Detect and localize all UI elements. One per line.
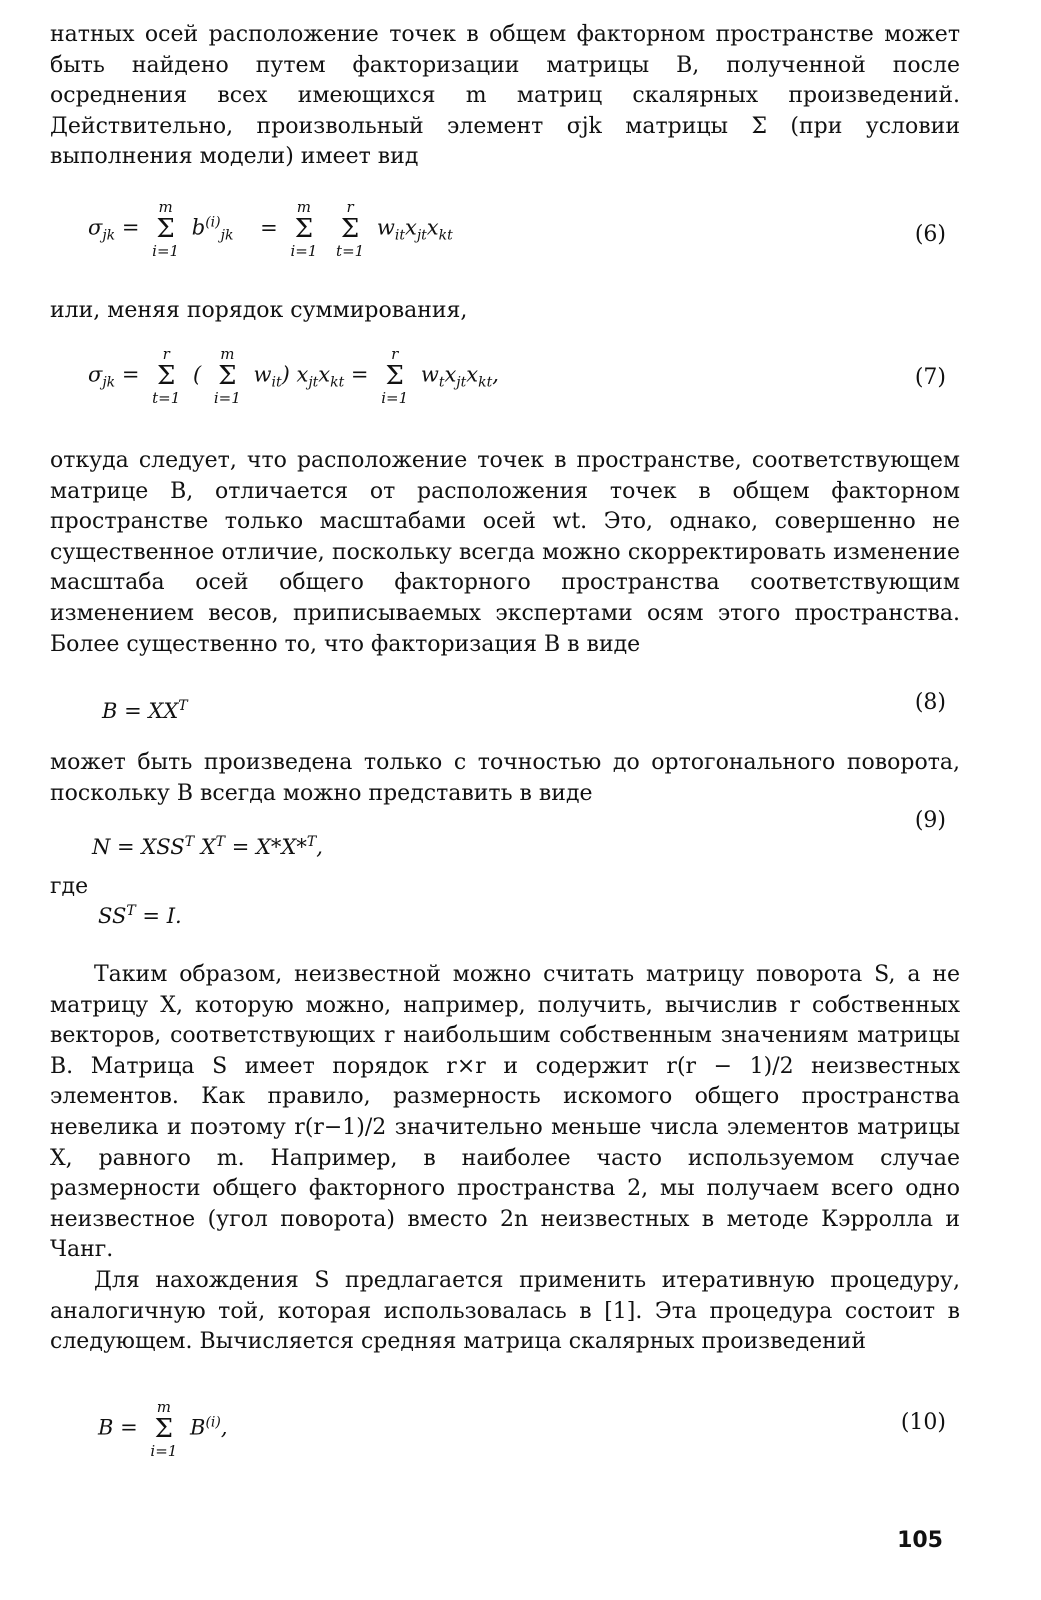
equation-6 <box>88 198 958 260</box>
eq6-x1: x <box>404 215 417 240</box>
eq7-w2: w <box>420 362 439 387</box>
eq7-x3-sub: jt <box>456 374 467 391</box>
eq7-equals-2: = <box>350 362 369 387</box>
eq7-x1: x <box>296 362 309 387</box>
eq6-equals: = <box>121 215 140 240</box>
sigma-icon: Σ <box>340 214 360 244</box>
eq6-sum-1-top: m <box>158 198 173 216</box>
eq7-x4-sub: kt <box>478 374 493 391</box>
eq6-sum-3-top: r <box>346 198 354 216</box>
eq6-sigma: σ <box>88 215 103 240</box>
eq7-x3: x <box>444 362 457 387</box>
eq7-w2-sub: t <box>438 374 445 391</box>
eq10-sum-top: m <box>156 1398 171 1416</box>
eq7-x2-sub: kt <box>330 374 345 391</box>
paragraph-5: Таким образом, неизвестной можно считать матрицу поворота S, а не матрицу X, которую можно, например, получить, вычислив r собственных векторов, соответствующих r наибольшим собственным значениям матрицы В. Матрица S имеет порядок r×r и содержит r(r − 1)/2 неизвестных элементов. Как правило, размерность искомого общего пространства невелика и поэтому r(r−1)/2 значительно меньше числа элементов матрицы X, равного m. Например, в наиболее часто используемом случае размерности общего факторного пространства 2, мы получаем всего одно неизвестное (угол поворота) вместо 2n неизвестных в методе Кэрролла и Чанг. <box>50 962 960 1263</box>
sigma-icon: Σ <box>156 214 175 244</box>
equation-number-6: (6) <box>914 222 946 247</box>
eq6-w: w <box>376 215 395 240</box>
eqS-part-a: SS <box>98 904 127 928</box>
eq6-x2: x <box>426 215 439 240</box>
paragraph-4: может быть произведена только с точностью до ортогонального поворота, поскольку В всегда можно представить в виде <box>50 750 960 806</box>
page-number: 105 <box>897 1528 943 1553</box>
eq6-b-sup: (i) <box>205 214 221 231</box>
equation-orthogonality <box>98 897 968 930</box>
eq7-sum-1 <box>152 345 180 407</box>
eq6-w-sub: it <box>394 227 405 244</box>
eq8-sup: T <box>178 698 188 714</box>
eq6-x2-sub: kt <box>438 227 453 244</box>
eqS-part-a-sup: T <box>126 903 136 919</box>
eq6-sum-2-bottom: i=1 <box>290 242 318 260</box>
eq10-lhs: B = <box>98 1415 138 1440</box>
eq10-sum-bottom: i=1 <box>150 1442 178 1460</box>
eq7-open-paren: ( <box>192 362 202 387</box>
eq9-part-b: X <box>194 835 216 859</box>
eq7-sum-1-top: r <box>162 345 170 363</box>
eq10-comma: , <box>220 1415 228 1440</box>
eq7-close-paren: ) <box>281 362 290 387</box>
equation-8 <box>102 692 972 725</box>
paragraph-6: Для нахождения S предлагается применить итеративную процедуру, аналогичную той, которая использовалась в [1]. Эта процедура состоит в следующем. Вычисляется средняя матрица скалярных произведений <box>50 1268 960 1355</box>
eq7-w-sub: it <box>271 374 282 391</box>
equation-number-7: (7) <box>914 365 946 390</box>
eq6-x1-sub: jt <box>416 227 427 244</box>
eq7-w: w <box>253 362 272 387</box>
paragraph-1: натных осей расположение точек в общем факторном пространстве может быть найдено путем факторизации матрицы В, полученной после осреднения всех имеющихся m матриц скалярных произведений. Действительно, произвольный элемент σjk матрицы Σ (при условии выполнения модели) имеет вид <box>50 22 960 170</box>
eq7-x2: x <box>318 362 331 387</box>
eq6-sigma-sub: jk <box>102 227 116 244</box>
eq9-part-b-sup: T <box>215 834 226 850</box>
sigma-icon: Σ <box>157 361 176 391</box>
paragraph-3: откуда следует, что расположение точек в пространстве, соответствующем матрице В, отличается от расположения точек в общем факторном пространстве только масштабами осей wt. Это, однако, совершенно не существенное отличие, поскольку всегда можно скорректировать изменение масштаба осей общего факторного пространства соответствующим изменением весов, приписываемых экспертами осям этого пространства. Более существенно то, что факторизация В в виде <box>50 448 960 657</box>
eq9-part-a-sup: T <box>184 834 195 850</box>
equation-number-10: (10) <box>900 1410 946 1435</box>
equation-7 <box>88 345 958 407</box>
eq10-b-sup: (i) <box>205 1414 221 1431</box>
eq7-sum-3-top: r <box>391 345 399 363</box>
eq7-x4: x <box>466 362 479 387</box>
eq7-sum-3 <box>381 345 408 407</box>
eq7-comma: , <box>492 362 499 387</box>
eq7-sigma: σ <box>88 362 103 387</box>
eq6-b: b <box>191 215 206 240</box>
eq9-part-c-sup: T <box>306 834 317 850</box>
eq7-sum-2 <box>214 345 241 407</box>
equation-10 <box>98 1398 968 1460</box>
eq10-b: B <box>190 1415 206 1440</box>
eq9-part-c: = X*X* <box>225 835 307 859</box>
equation-number-8: (8) <box>914 690 946 715</box>
eq7-equals: = <box>121 362 140 387</box>
eq7-sigma-sub: jk <box>102 374 116 391</box>
eq6-sum-3 <box>336 198 364 260</box>
eq6-equals-2: = <box>260 215 278 240</box>
eq6-sum-1 <box>152 198 179 260</box>
sigma-icon: Σ <box>218 361 237 391</box>
eq6-sum-1-bottom: i=1 <box>152 242 180 260</box>
eq7-x1-sub: jt <box>308 374 319 391</box>
equation-9 <box>92 828 962 861</box>
eq7-sum-2-bottom: i=1 <box>213 389 241 407</box>
equation-number-9: (9) <box>914 808 946 833</box>
eq8-body: B = XX <box>102 699 179 723</box>
eq7-sum-1-bottom: t=1 <box>152 389 181 407</box>
eq6-sum-2-top: m <box>296 198 312 216</box>
eq10-sum <box>150 1398 177 1460</box>
sigma-icon: Σ <box>385 361 404 391</box>
eqS-part-b: = I. <box>135 904 182 928</box>
eq6-sum-2 <box>290 198 317 260</box>
where-label: где <box>50 874 89 899</box>
eq6-b-sub: jk <box>220 227 234 244</box>
eq6-sum-3-bottom: t=1 <box>336 242 365 260</box>
eq9-comma: , <box>316 835 323 859</box>
eq7-sum-3-bottom: i=1 <box>381 389 409 407</box>
paragraph-2: или, меняя порядок суммирования, <box>50 298 468 323</box>
eq9-part-a: N = XSS <box>92 835 185 859</box>
eq7-sum-2-top: m <box>220 345 235 363</box>
sigma-icon: Σ <box>294 214 314 244</box>
sigma-icon: Σ <box>154 1414 174 1444</box>
